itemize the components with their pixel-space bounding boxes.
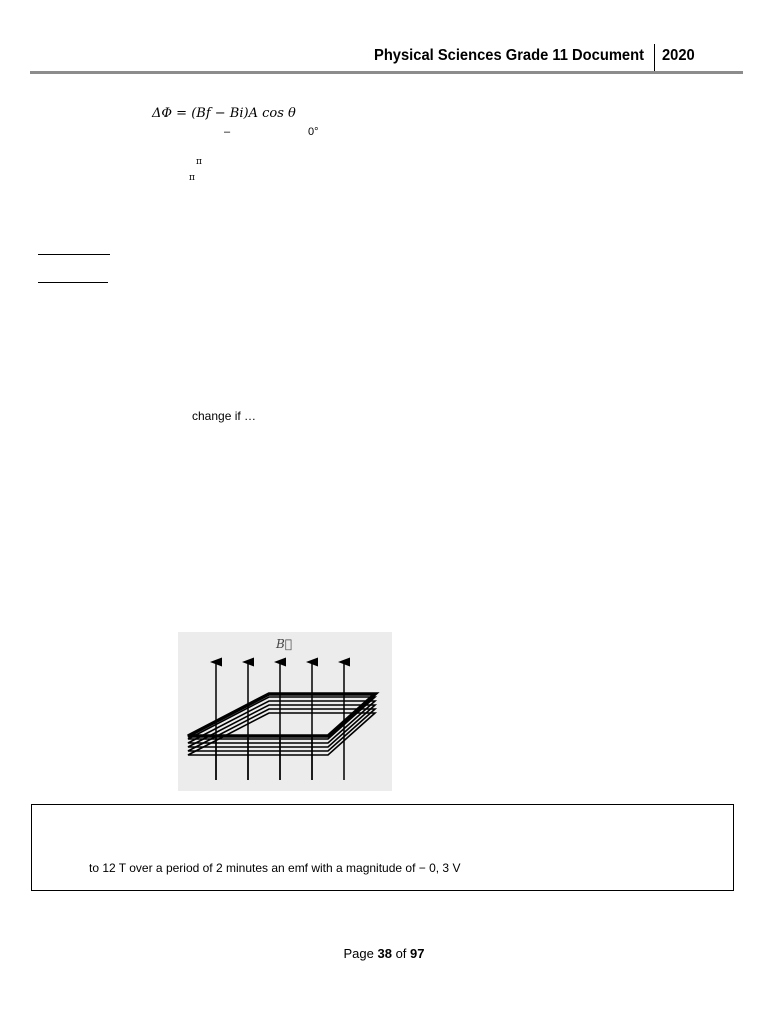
change-if-text: change if … (192, 409, 257, 423)
coil-diagram (178, 632, 392, 791)
question-box-text: to 12 T over a period of 2 minutes an emf with a magnitude of − 0, 3 V (89, 861, 461, 875)
header-year: 2020 (662, 47, 695, 64)
footer-total-pages: 97 (410, 946, 425, 961)
underline-2 (38, 282, 108, 283)
pi-symbol-1: π (196, 157, 202, 167)
field-label: B⃗ (276, 637, 293, 651)
header-separator (654, 44, 655, 71)
footer-page-number: 38 (377, 946, 392, 961)
header-rule (30, 71, 743, 74)
footer-of: of (395, 946, 407, 961)
page-footer (0, 946, 768, 961)
formula-minus: – (224, 126, 231, 138)
magnetic-field-coil-figure (178, 632, 392, 791)
question-box (31, 804, 734, 891)
pi-symbol-2: π (189, 173, 195, 183)
footer-prefix: Page (343, 946, 374, 961)
underline-1 (38, 254, 110, 255)
header-title: Physical Sciences Grade 11 Document (374, 47, 645, 64)
formula-angle: 0° (308, 126, 319, 138)
flux-change-formula: ΔΦ = (Bf − Bi)A cos θ (152, 106, 296, 121)
